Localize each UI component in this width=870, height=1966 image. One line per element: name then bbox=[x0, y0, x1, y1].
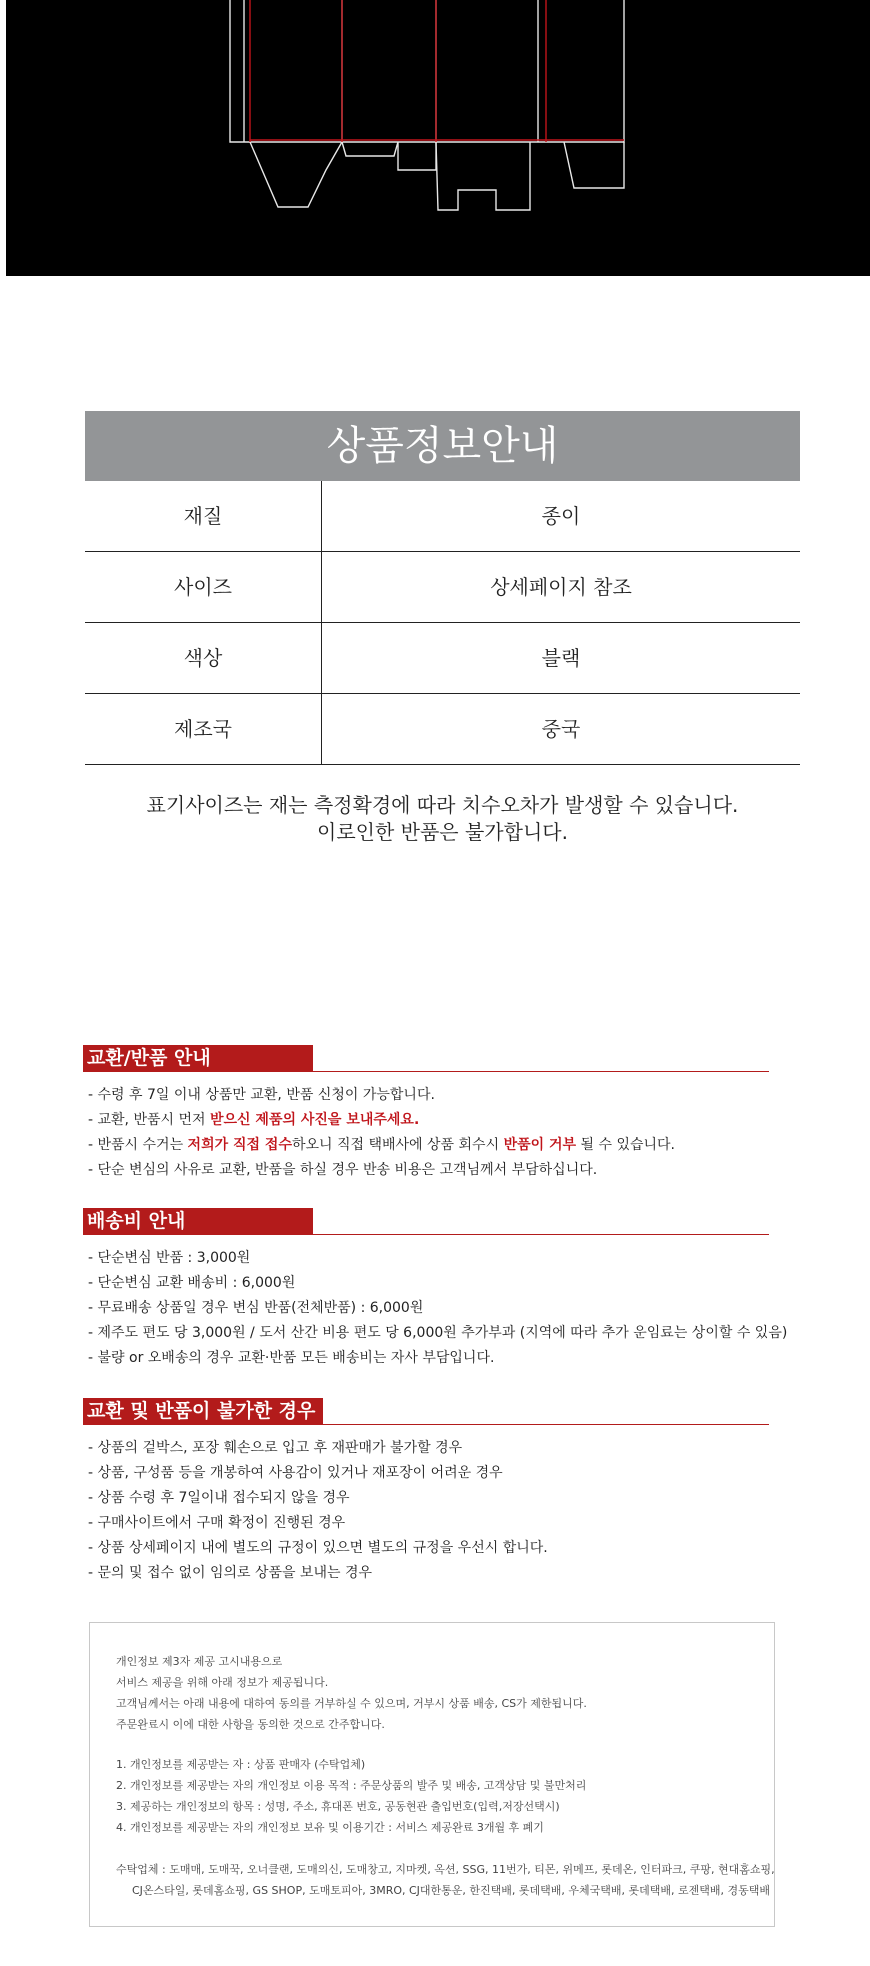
list-item: - 구매사이트에서 구매 확정이 진행된 경우 bbox=[88, 1515, 346, 1531]
list-item: - 문의 및 접수 없이 임의로 상품을 보내는 경우 bbox=[88, 1565, 373, 1581]
info-row-origin bbox=[85, 694, 800, 765]
list-item: - 상품의 겉박스, 포장 훼손으로 입고 후 재판매가 불가할 경우 bbox=[88, 1440, 463, 1456]
highlight-text: 반품이 거부 bbox=[503, 1137, 577, 1153]
list-item: - 무료배송 상품일 경우 변심 반품(전체반품) : 6,000원 bbox=[88, 1300, 424, 1316]
privacy-notice-box bbox=[89, 1622, 775, 1927]
info-key: 색상 bbox=[85, 623, 322, 693]
list-item: - 단순변심 반품 : 3,000원 bbox=[88, 1250, 251, 1266]
list-item bbox=[88, 1108, 675, 1133]
text: 하오니 직접 택배사에 상품 회수시 bbox=[291, 1137, 504, 1153]
product-info-title: 상품정보안내 bbox=[85, 411, 800, 481]
privacy-line: 수탁업체 : 도매매, 도매꾹, 오너클랜, 도매의신, 도매창고, 지마켓, 옥션, SSG, 11번가, 티몬, 위메프, 롯데온, 인터파크, 쿠팡, 현대홈쇼핑, bbox=[116, 1863, 775, 1876]
no-return-section-title: 교환 및 반품이 불가한 경우 bbox=[83, 1398, 323, 1424]
list-item: - 제주도 편도 당 3,000원 / 도서 산간 비용 편도 당 6,000원 추가부과 (지역에 따라 추가 운임료는 상이할 수 있음) bbox=[88, 1325, 788, 1341]
info-value: 상세페이지 참조 bbox=[490, 575, 632, 599]
text: - 반품시 수거는 bbox=[88, 1137, 188, 1153]
list-item: - 불량 or 오배송의 경우 교환·반품 모든 배송비는 자사 부담입니다. bbox=[88, 1350, 495, 1366]
privacy-line: 고객님께서는 아래 내용에 대하여 동의를 거부하실 수 있으며, 거부시 상품 배송, CS가 제한됩니다. bbox=[116, 1697, 587, 1710]
shipping-list bbox=[88, 1246, 787, 1371]
exchange-section-title: 교환/반품 안내 bbox=[83, 1045, 313, 1071]
privacy-line: 3. 제공하는 개인정보의 항목 : 성명, 주소, 휴대폰 번호, 공동현관 출입번호(입력,저장선택시) bbox=[116, 1800, 560, 1813]
list-item: - 상품 수령 후 7일이내 접수되지 않을 경우 bbox=[88, 1490, 350, 1506]
size-note-line: 이로인한 반품은 불가합니다. bbox=[317, 820, 568, 844]
list-item: - 단순변심 교환 배송비 : 6,000원 bbox=[88, 1275, 296, 1291]
info-key: 사이즈 bbox=[85, 552, 322, 622]
box-dieline-drawing bbox=[6, 0, 870, 276]
info-row-material bbox=[85, 481, 800, 552]
info-key: 제조국 bbox=[85, 694, 322, 764]
privacy-line: 서비스 제공을 위해 아래 정보가 제공됩니다. bbox=[116, 1676, 329, 1689]
info-row-color bbox=[85, 623, 800, 694]
privacy-line: 개인정보 제3자 제공 고시내용으로 bbox=[116, 1655, 283, 1668]
list-item: - 상품 상세페이지 내에 별도의 규정이 있으면 별도의 규정을 우선시 합니다. bbox=[88, 1540, 548, 1556]
no-return-section-header bbox=[83, 1398, 769, 1425]
info-value: 종이 bbox=[541, 504, 581, 528]
shipping-section-header bbox=[83, 1208, 769, 1235]
info-key: 재질 bbox=[85, 481, 322, 551]
privacy-line: 1. 개인정보를 제공받는 자 : 상품 판매자 (수탁업체) bbox=[116, 1758, 366, 1771]
info-row-size bbox=[85, 552, 800, 623]
text: - 교환, 반품시 먼저 bbox=[88, 1112, 210, 1128]
privacy-line: 2. 개인정보를 제공받는 자의 개인정보 이용 목적 : 주문상품의 발주 및 배송, 고객상담 및 불만처리 bbox=[116, 1779, 587, 1792]
size-note bbox=[85, 792, 800, 846]
shipping-section-title: 배송비 안내 bbox=[83, 1208, 313, 1234]
size-note-line: 표기사이즈는 재는 측정확경에 따라 치수오차가 발생할 수 있습니다. bbox=[146, 793, 739, 817]
exchange-section-header bbox=[83, 1045, 769, 1072]
list-item bbox=[88, 1133, 675, 1158]
no-return-list bbox=[88, 1436, 548, 1586]
list-item: - 수령 후 7일 이내 상품만 교환, 반품 신청이 가능합니다. bbox=[88, 1087, 435, 1103]
highlight-text: 받으신 제품의 사진을 보내주세요. bbox=[209, 1112, 420, 1128]
product-info-table bbox=[85, 481, 800, 765]
privacy-line: CJ온스타일, 롯데홈쇼핑, GS SHOP, 도매토피아, 3MRO, CJ대한통운, 한진택배, 롯데택배, 우체국택배, 롯데택배, 로젠택배, 경동택배 bbox=[132, 1884, 771, 1897]
exchange-list bbox=[88, 1083, 675, 1183]
highlight-text: 저희가 직접 접수 bbox=[187, 1137, 292, 1153]
privacy-line: 주문완료시 이에 대한 사항을 동의한 것으로 간주합니다. bbox=[116, 1718, 385, 1731]
list-item: - 단순 변심의 사유로 교환, 반품을 하실 경우 반송 비용은 고객님께서 부담하십니다. bbox=[88, 1162, 598, 1178]
info-value: 블랙 bbox=[541, 646, 581, 670]
info-value: 중국 bbox=[541, 717, 581, 741]
dieline-image bbox=[6, 0, 870, 276]
text: 될 수 있습니다. bbox=[576, 1137, 676, 1153]
privacy-line: 4. 개인정보를 제공받는 자의 개인정보 보유 및 이용기간 : 서비스 제공완료 3개월 후 폐기 bbox=[116, 1821, 544, 1834]
list-item: - 상품, 구성품 등을 개봉하여 사용감이 있거나 재포장이 어려운 경우 bbox=[88, 1465, 503, 1481]
